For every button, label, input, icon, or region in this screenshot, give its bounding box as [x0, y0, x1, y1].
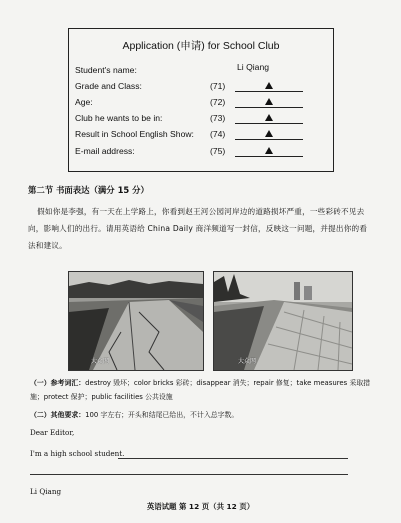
question-number: (75): [210, 146, 226, 156]
requirement-text: 100 字左右；开头和结尾已给出，不计入总字数。: [85, 411, 239, 419]
form-title: Application (申请) for School Club: [122, 40, 280, 52]
triangle-marker-icon: [265, 82, 273, 89]
form-label: Age:: [75, 97, 93, 107]
photo-damaged-road-left: [68, 271, 204, 371]
photo-watermark: 大众网: [91, 358, 110, 365]
letter-greeting: Dear Editor,: [30, 428, 75, 437]
photo-damaged-road-right: [213, 271, 353, 371]
form-label: E-mail address:: [75, 146, 135, 156]
letter-opening: I'm a high school student.: [30, 449, 125, 458]
form-row-name: [75, 62, 327, 79]
vocab-text: destroy 毁坏；color bricks 彩砖；disappear 消失；repair 修复；take measures 采取措施；protect 保护；public facilities 公共设施: [30, 379, 371, 401]
answer-blank[interactable]: [235, 139, 303, 140]
vocab-label: （一）参考词汇：: [30, 379, 86, 387]
form-label: Club he wants to be in:: [75, 113, 163, 123]
form-label: Student's name:: [75, 65, 137, 75]
form-row-grade: [75, 81, 327, 95]
page-footer: 英语试题 第 12 页（共 12 页）: [146, 502, 255, 511]
answer-blank[interactable]: [235, 91, 303, 92]
letter-signature: Li Qiang: [30, 487, 62, 496]
form-row-club: [75, 113, 327, 127]
form-label: Grade and Class:: [75, 81, 142, 91]
question-number: (73): [210, 113, 226, 123]
requirement-label: （二）其他要求：: [30, 411, 86, 419]
triangle-marker-icon: [265, 114, 273, 121]
application-form: [68, 28, 334, 172]
triangle-marker-icon: [265, 147, 273, 154]
section-heading: 第二节 书面表达（满分 15 分）: [28, 185, 149, 195]
form-label: Result in School English Show:: [75, 129, 194, 139]
triangle-marker-icon: [265, 98, 273, 105]
photo-watermark: 大众网: [238, 358, 257, 365]
writing-prompt: 假如你是李强，有一天在上学路上，你看到赵王河公园河岸边的道路损坏严重，一些彩砖不见去向，影响人们的出行。请用英语给 China Daily 商洋频道写一封信，反映这一问题，并提出你的看法和建议。: [28, 207, 368, 250]
question-number: (72): [210, 97, 226, 107]
answer-blank[interactable]: [235, 107, 303, 108]
form-value-name: Li Qiang: [237, 62, 270, 72]
writing-line[interactable]: [118, 458, 348, 459]
form-row-result: [75, 129, 327, 143]
requirement-hint: [30, 408, 376, 422]
triangle-marker-icon: [265, 130, 273, 137]
form-row-email: [75, 146, 327, 160]
form-row-age: [75, 97, 327, 111]
question-number: (74): [210, 129, 226, 139]
writing-line[interactable]: [30, 474, 348, 475]
answer-blank[interactable]: [235, 156, 303, 157]
vocab-hint: [30, 376, 376, 404]
question-number: (71): [210, 81, 226, 91]
answer-blank[interactable]: [235, 123, 303, 124]
